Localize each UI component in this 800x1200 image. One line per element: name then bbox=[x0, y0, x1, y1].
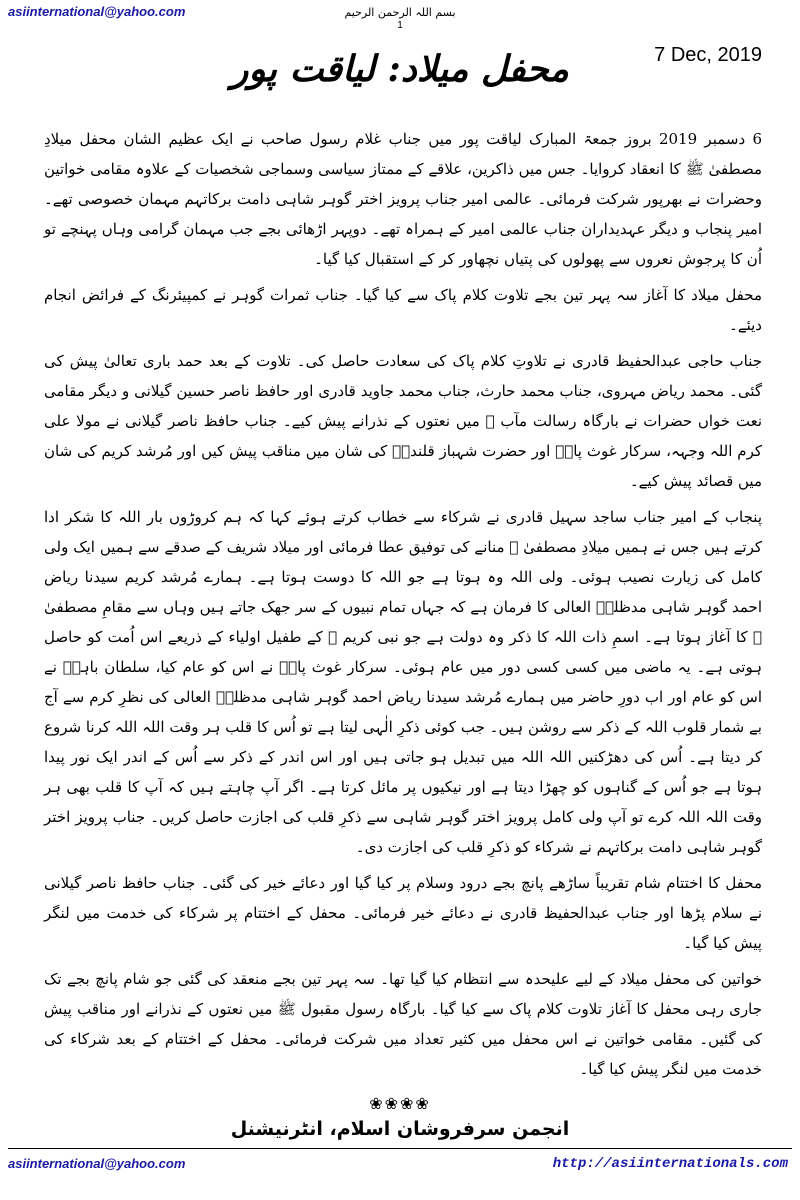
footer-divider bbox=[8, 1148, 792, 1149]
paragraph-6: خواتین کی محفل میلاد کے لیے علیحدہ سے انتظام کیا گیا تھا۔ سہ پہر تین بجے منعقد کی گئی جو شام پانچ بجے تک جاری رہی محفل کا آغاز تلاوت کلام پاک سے کیا گیا۔ بارگاہ رسول مقبول ﷺ میں نعتوں کے نذرانے اور مناقب پیش کی گئیں۔ مقامی خواتین نے اس محفل میں کثیر تعداد میں شرکت فرمائی۔ محفل کے اختتام کے بعد شرکاء کی خدمت میں لنگر پیش کیا گیا۔ bbox=[44, 970, 762, 1078]
article-date: 7 Dec, 2019 bbox=[654, 44, 762, 66]
paragraph-5: محفل کا اختتام شام تقریباً ساڑھے پانچ بجے درود وسلام پر کیا گیا اور دعائے خیر کی گئی۔ جناب حافظ ناصر گیلانی نے سلام پڑھا اور جناب عبدالحفیظ قادری نے دعائے خیر فرمائی۔ محفل کے اختتام پر شرکاء کی خدمت میں لنگر پیش کیا گیا۔ bbox=[44, 874, 762, 952]
paragraph-3: جناب حاجی عبدالحفیظ قادری نے تلاوتِ کلام پاک کی سعادت حاصل کی۔ تلاوت کے بعد حمد باری تعالیٰ پیش کی گئی۔ محمد ریاض مہروی، جناب محمد حارث، جناب محمد جاوید قادری اور حافظ ناصر حسین گیلانی و دیگر مقامی نعت خواں حضرات نے بارگاہ رسالت مآب ﷺ میں نعتوں کے نذرانے پیش کیے۔ جناب حافظ ناصر گیلانی نے مولا علی کرم اللہ وجہہ، سرکار غوث پاکؓ اور حضرت شہباز قلندرؒ کی شان میں مناقب پیش کیں اور مُرشد کریم کی شان میں قصائد پیش کیے۔ bbox=[44, 352, 762, 490]
paragraph-4: پنجاب کے امیر جناب ساجد سہیل قادری نے شرکاء سے خطاب کرتے ہوئے کہا کہ ہم کروڑوں بار اللہ کا شکر ادا کرتے ہیں جس نے ہمیں میلادِ مصطفیٰ ﷺ منانے کی توفیق عطا فرمائی اور میلاد شریف کے صدقے سے ہمیں ایک ولی کامل کی زیارت نصیب ہوئی۔ ولی اللہ وہ ہوتا ہے جو اللہ کا دوست ہوتا ہے۔ ہمارے مُرشد کریم سیدنا ریاض احمد گوہر شاہی مدظلہٗ العالی کا فرمان ہے کہ جہاں تمام نبیوں کے سر جھک جاتے ہیں وہاں سے مقامِ مصطفیٰ ﷺ کا آغاز ہوتا ہے۔ اسمِ ذات اللہ کا ذکر وہ دولت ہے جو نبی کریم ﷺ کے طفیل اولیاء کے ذریعے اس اُمت کو حاصل ہوتی ہے۔ یہ ماضی میں کسی کسی دور میں عام ہوئی۔ سرکار غوث پاکؓ نے اس کو عام کیا، سلطان باہوؒ نے اس کو عام اور اب دورِ حاضر میں ہمارے مُرشد سیدنا ریاض احمد گوہر شاہی مدظلہٗ العالی کی نظرِ کرم سے آج بے شمار قلوب اللہ کے ذکر سے روشن ہیں۔ جب کوئی ذکرِ الٰہی لیتا ہے تو اُس کا قلب ہر وقت اللہ اللہ کرنا شروع کر دیتا ہے۔ اُس کی دھڑکنیں اللہ اللہ میں تبدیل ہو جاتی ہیں اور اس اندر کے ذکر سے اُس کے اندر ایک نور پیدا ہوتا ہے جو اُس کے گناہوں کو چھڑا دیتا ہے اور نیکیوں پر مائل کرتا ہے۔ اگر آپ چاہتے ہیں کہ آپ کا قلب بھی ہر وقت اللہ اللہ کرے تو آپ ولی کامل پرویز اختر گوہر شاہی سے ذکرِ قلب کی اجازت حاصل کریں۔ جناب پرویز اختر گوہر شاہی دامت برکاتہم نے شرکاء کو ذکرِ قلب کی اجازت دی۔ bbox=[44, 508, 762, 856]
organization-name: انجمن سرفروشان اسلام، انٹرنیشنل bbox=[230, 1118, 570, 1140]
article-body bbox=[44, 124, 762, 1084]
paragraph-2: محفل میلاد کا آغاز سہ پہر تین بجے تلاوت کلام پاک سے کیا گیا۔ جناب ثمرات گوہر نے کمپیئرنگ کے فرائض انجام دیئے۔ bbox=[44, 286, 762, 334]
footer-website-link[interactable]: http://asiinternationals.com bbox=[552, 1156, 788, 1172]
footer-email-link[interactable]: asiinternational@yahoo.com bbox=[8, 1156, 186, 1171]
article-title: محفل میلاد: لیاقت پور bbox=[231, 48, 569, 90]
flower-separator: ❀❀❀❀ bbox=[369, 1094, 431, 1113]
page-number: 1 bbox=[397, 20, 403, 31]
header-email-link[interactable]: asiinternational@yahoo.com bbox=[8, 4, 186, 19]
paragraph-1: 6 دسمبر 2019 بروز جمعۃ المبارک لیاقت پور میں جناب غلام رسول صاحب نے ایک عظیم الشان محفل میلادِ مصطفیٰ ﷺ کا انعقاد کروایا۔ جس میں ذاکرین، علاقے کے ممتاز سیاسی وسماجی شخصیات کے علاوہ مقامی خواتین وحضرات نے بھرپور شرکت فرمائی۔ عالمی امیر جناب پرویز اختر گوہر شاہی دامت برکاتہم مہمان خصوصی تھے۔ امیر پنجاب و دیگر عہدیداران جناب عالمی امیر کے ہمراہ تھے۔ دوپہر اڑھائی بجے جب مہمان گرامی وہاں پہنچے تو اُن کا پرجوش نعروں سے پھولوں کی پتیاں نچھاور کر کے استقبال کیا گیا۔ bbox=[44, 130, 763, 268]
bismillah-heading: بسم اللہ الرحمن الرحیم bbox=[344, 6, 456, 19]
